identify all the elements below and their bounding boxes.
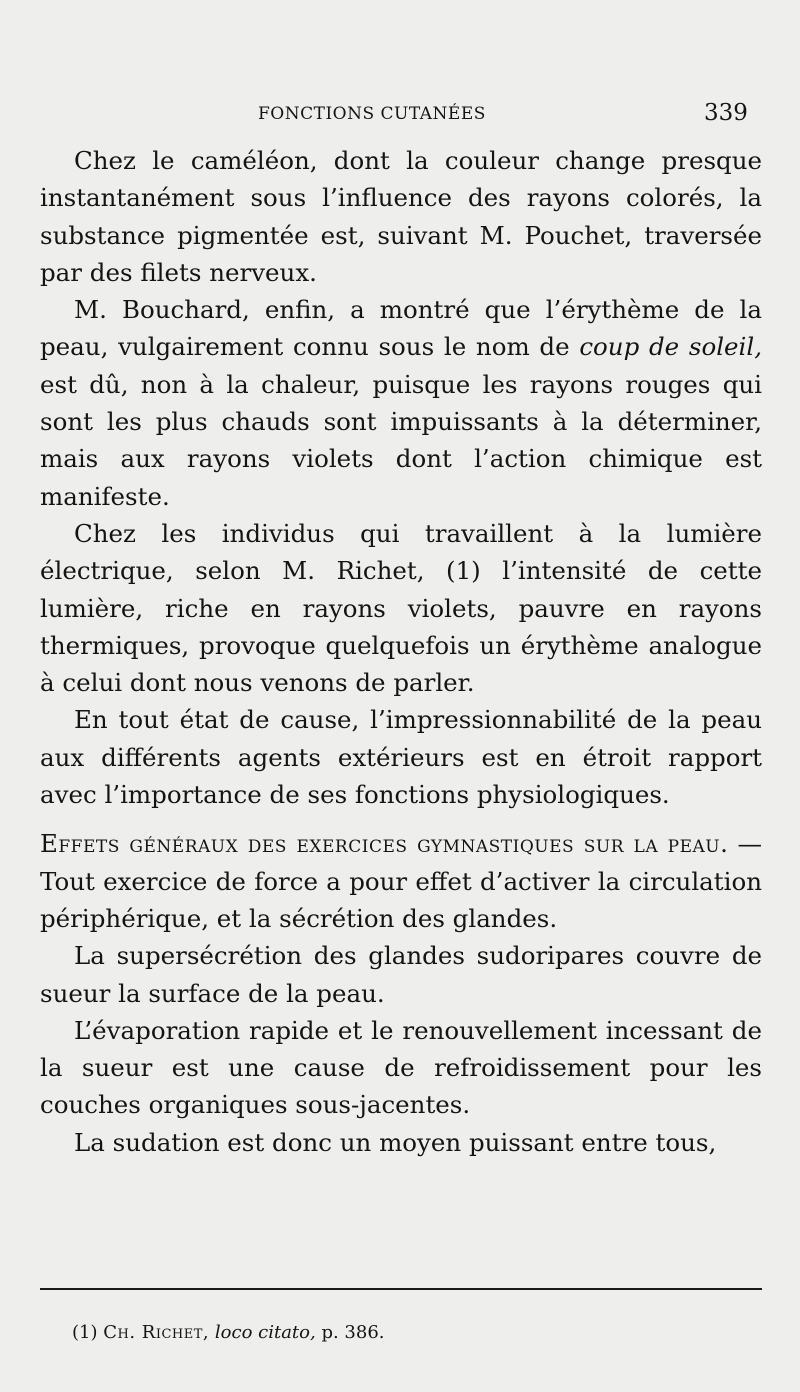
section-heading: Effets généraux des exercices gymnastiques sur la peau. bbox=[40, 829, 729, 859]
running-title: FONCTIONS CUTANÉES bbox=[258, 104, 486, 124]
footnote bbox=[72, 1322, 385, 1343]
paragraph-richet: Chez les individus qui travaillent à la lumière électrique, selon M. Richet, (1) l’intensité de cette lumière, riche en rayons violets, pauvre en rayons thermiques, provoque quelquefois un érythème analogue à celui dont nous venons de parler. bbox=[40, 518, 762, 698]
paragraph-chameleon: Chez le caméléon, dont la couleur change presque instantanément sous l’influence des rayons colorés, la substance pigmentée est, suivant M. Pouchet, traversée par des filets nerveux. bbox=[40, 146, 762, 287]
body-text bbox=[40, 142, 762, 1161]
paragraph-bouchard-end: est dû, non à la chaleur, puisque les rayons rouges qui sont les plus chauds sont impuissants à la déterminer, mais aux rayons violets dont l’action chimique est manifeste. bbox=[40, 369, 762, 511]
footnote-marker: (1) bbox=[72, 1322, 98, 1343]
paragraph-supersecretion: La supersécrétion des glandes sudoripares couvre de sueur la surface de la peau. bbox=[40, 941, 762, 1008]
footnote-page: p. 386. bbox=[321, 1322, 385, 1343]
section-heading-text: — Tout exercice de force a pour effet d’activer la circulation périphérique, et la sécrétion des glandes. bbox=[40, 829, 762, 933]
running-head bbox=[0, 100, 800, 130]
footnote-work: loco citato, bbox=[214, 1322, 316, 1343]
page-number: 339 bbox=[704, 100, 748, 126]
footnote-rule bbox=[40, 1288, 762, 1290]
paragraph-bouchard bbox=[40, 291, 762, 515]
section-paragraph-exercise bbox=[40, 825, 762, 937]
paragraph-bouchard-start: M. Bouchard, enfin, a montré que l’érythème de la peau, vulgairement connu sous le nom de bbox=[40, 295, 762, 362]
footnote-author: Ch. Richet, bbox=[103, 1322, 210, 1343]
paragraph-bouchard-emphasis: coup de soleil, bbox=[579, 332, 763, 362]
paragraph-impressionability: En tout état de cause, l’impressionnabilité de la peau aux différents agents extérieurs est en étroit rapport avec l’importance de ses fonctions physiologiques. bbox=[40, 705, 762, 810]
section-gap bbox=[40, 813, 762, 825]
paragraph-sudation: La sudation est donc un moyen puissant entre tous, bbox=[74, 1127, 717, 1157]
paragraph-evaporation: L’évaporation rapide et le renouvellement incessant de la sueur est une cause de refroidissement pour les couches organiques sous-jacentes. bbox=[40, 1015, 762, 1120]
